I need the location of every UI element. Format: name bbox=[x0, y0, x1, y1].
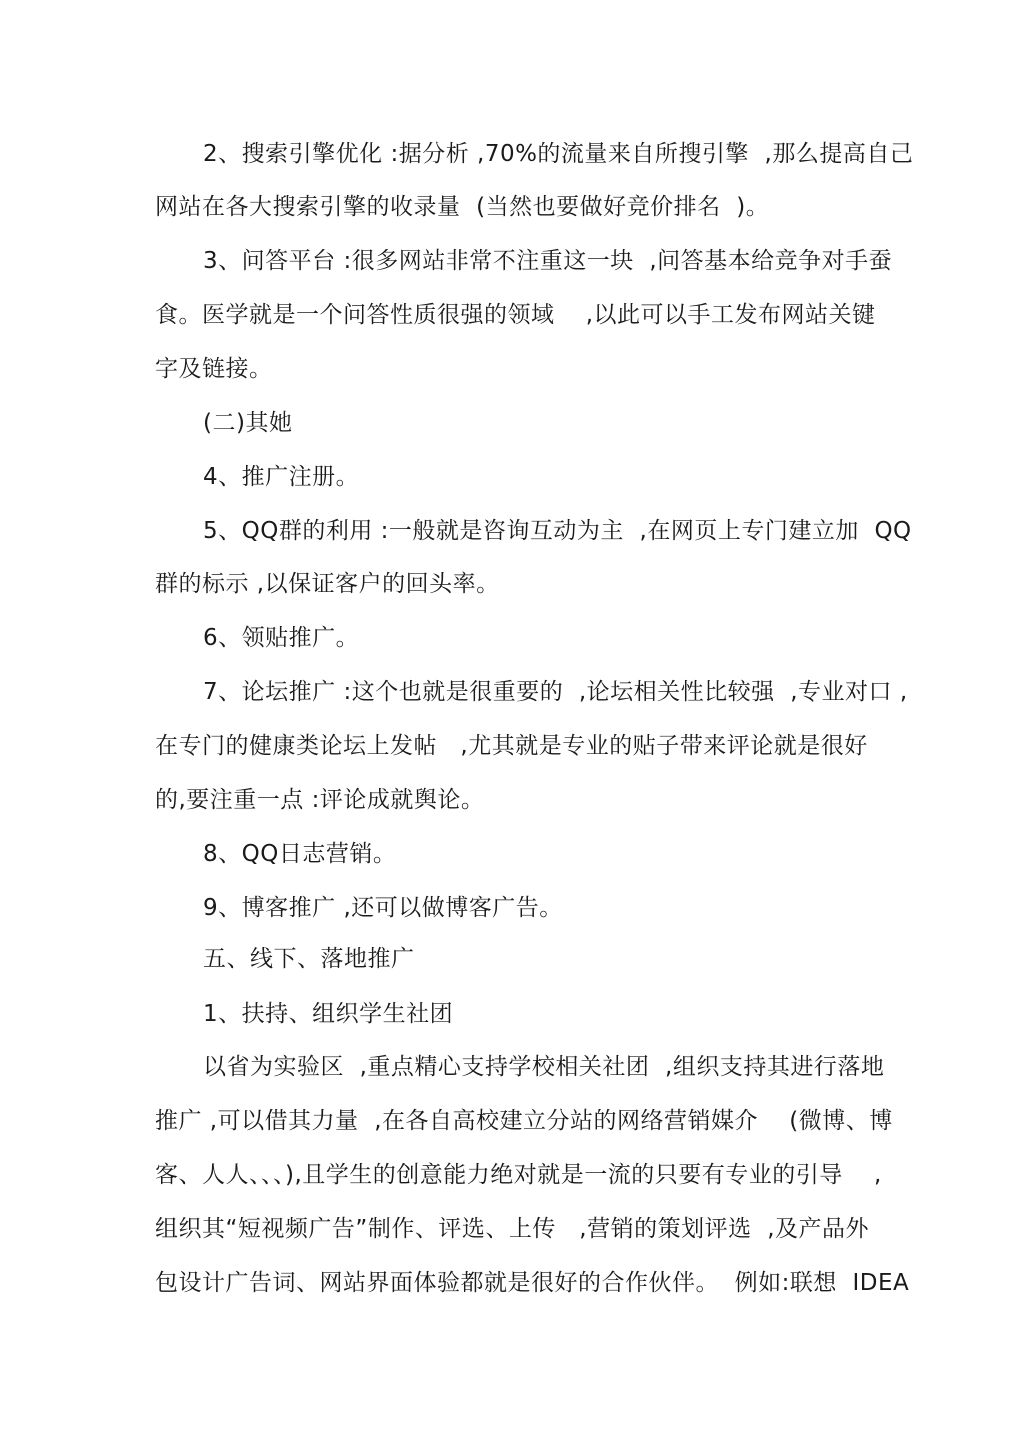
text-line: 客、人人、、、),且学生的创意能力绝对就是一流的只要有专业的引导 , bbox=[155, 1162, 882, 1188]
text-line: 8、QQ日志营销。 bbox=[203, 841, 397, 867]
text-line: 5、QQ群的利用 :一般就是咨询互动为主 ,在网页上专门建立加 QQ bbox=[203, 518, 912, 544]
text-line: 在专门的健康类论坛上发帖 ,尤其就是专业的贴子带来评论就是很好 bbox=[155, 733, 868, 759]
text-line: 组织其“短视频广告”制作、评选、上传 ,营销的策划评选 ,及产品外 bbox=[155, 1216, 870, 1242]
text-line: 以省为实验区 ,重点精心支持学校相关社团 ,组织支持其进行落地 bbox=[203, 1054, 885, 1080]
subsection-heading: 1、扶持、组织学生社团 bbox=[203, 1001, 454, 1027]
text-line: 的,要注重一点 :评论成就舆论。 bbox=[155, 787, 485, 813]
text-line: 食。医学就是一个问答性质很强的领域 ,以此可以手工发布网站关键 bbox=[155, 302, 876, 328]
text-line: 群的标示 ,以保证客户的回头率。 bbox=[155, 571, 500, 597]
section-heading: 五、线下、落地推广 bbox=[203, 946, 415, 972]
text-line: 字及链接。 bbox=[155, 356, 273, 382]
text-line: 推广 ,可以借其力量 ,在各自高校建立分站的网络营销媒介 (微博、博 bbox=[155, 1108, 893, 1134]
text-line: 网站在各大搜索引擎的收录量 (当然也要做好竞价排名 )。 bbox=[155, 194, 770, 220]
text-line: 7、论坛推广 :这个也就是很重要的 ,论坛相关性比较强 ,专业对口 , bbox=[203, 679, 908, 705]
text-line: 3、问答平台 :很多网站非常不注重这一块 ,问答基本给竞争对手蚕 bbox=[203, 248, 893, 274]
text-line: 包设计广告词、网站界面体验都就是很好的合作伙伴。 例如:联想 IDEA bbox=[155, 1270, 910, 1296]
section-heading: (二)其她 bbox=[203, 410, 293, 436]
text-line: 9、博客推广 ,还可以做博客广告。 bbox=[203, 895, 563, 921]
text-line: 4、推广注册。 bbox=[203, 464, 360, 490]
text-line: 2、搜索引擎优化 :据分析 ,70%的流量来自所搜引擎 ,那么提高自己 bbox=[203, 141, 914, 167]
text-line: 6、领贴推广。 bbox=[203, 625, 360, 651]
